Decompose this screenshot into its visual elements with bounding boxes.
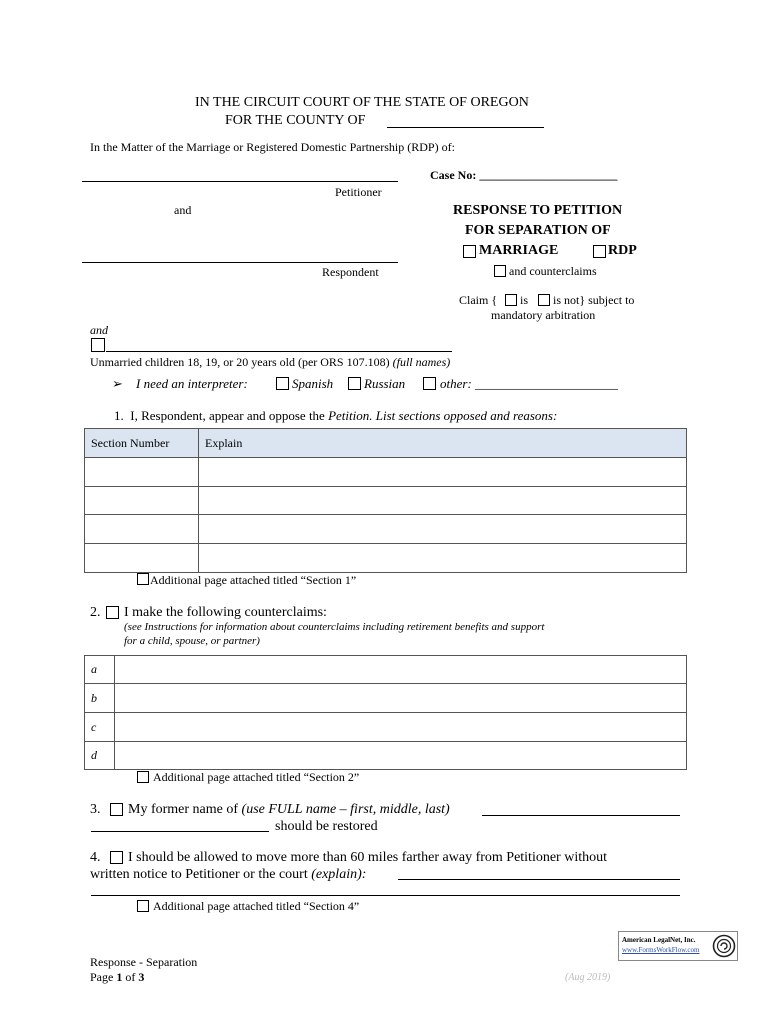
claim-is-not-label: is not} subject to — [553, 293, 635, 307]
counterclaim-cell[interactable] — [115, 713, 687, 742]
row-label: c — [85, 713, 115, 742]
document-title-line2: FOR SEPARATION OF — [465, 223, 611, 238]
petitioner-label: Petitioner — [335, 185, 382, 199]
section-number-cell[interactable] — [85, 544, 199, 573]
section-number-cell[interactable] — [85, 515, 199, 544]
section2-note-line2: for a child, spouse, or partner) — [124, 635, 260, 647]
section4-additional-label: Additional page attached titled “Section 4” — [153, 899, 360, 913]
row-label: a — [85, 656, 115, 684]
page-prefix: Page — [90, 970, 117, 984]
section2-number: 2. — [90, 605, 101, 620]
respondent-name-field[interactable] — [82, 262, 398, 263]
explain-cell[interactable] — [199, 487, 687, 515]
section1-additional-label: Additional page attached titled “Section 1” — [150, 573, 357, 587]
counterclaim-cell[interactable] — [115, 684, 687, 713]
respondent-label: Respondent — [322, 265, 379, 279]
explain-cell[interactable] — [199, 544, 687, 573]
table-row — [85, 487, 687, 515]
other-language-field[interactable]: other: ______________________ — [440, 376, 619, 391]
section1-table — [84, 428, 687, 573]
section1-heading — [114, 408, 557, 424]
table-row — [85, 684, 687, 713]
table-row — [85, 515, 687, 544]
counterclaim-cell[interactable] — [115, 742, 687, 770]
form-name: Response - Separation — [90, 955, 198, 969]
full-names-hint: (full names) — [392, 355, 451, 369]
court-title-line1: IN THE CIRCUIT COURT OF THE STATE OF OREGON — [195, 95, 529, 110]
section3-hint: (use FULL name – first, middle, last) — [241, 802, 450, 817]
section-number-cell[interactable] — [85, 458, 199, 487]
page-of: of — [122, 970, 139, 984]
section1-text: I, Respondent, appear and oppose the — [130, 408, 325, 423]
section3-number: 3. — [90, 802, 101, 817]
section4-number: 4. — [90, 850, 101, 865]
page-number: 1 — [116, 970, 123, 984]
claim-is-not-checkbox[interactable] — [538, 294, 550, 306]
section-number-header: Section Number — [85, 429, 199, 458]
counterclaims-checkbox[interactable] — [494, 265, 506, 277]
logo-company: American LegalNet, Inc. — [622, 936, 696, 944]
section2-additional-label: Additional page attached titled “Section 2” — [153, 770, 360, 784]
section-number-cell[interactable] — [85, 487, 199, 515]
counterclaims-section-checkbox[interactable] — [106, 606, 119, 619]
marriage-label: MARRIAGE — [479, 243, 559, 258]
section1-instruction: . List sections opposed and reasons: — [369, 408, 558, 423]
petitioner-name-field[interactable] — [82, 181, 398, 182]
restored-label: should be restored — [275, 819, 378, 834]
explain-hint: (explain): — [311, 867, 367, 882]
section1-number: 1. — [114, 408, 124, 423]
former-name-checkbox[interactable] — [110, 803, 123, 816]
marriage-checkbox[interactable] — [463, 245, 476, 258]
russian-label: Russian — [364, 376, 406, 391]
claim-is-label: is — [520, 293, 529, 307]
other-language-checkbox[interactable] — [423, 377, 436, 390]
court-title-line2: FOR THE COUNTY OF — [225, 113, 366, 128]
section2-text: I make the following counterclaims: — [124, 605, 327, 620]
section1-additional-checkbox[interactable] — [137, 573, 149, 585]
counterclaim-cell[interactable] — [115, 656, 687, 684]
interpreter-label: I need an interpreter: — [136, 376, 248, 391]
county-field[interactable] — [387, 127, 544, 128]
section3-label: My former name of — [128, 802, 239, 817]
section4-additional-checkbox[interactable] — [137, 900, 149, 912]
section2-additional-checkbox[interactable] — [137, 771, 149, 783]
table-row — [85, 656, 687, 684]
move-checkbox[interactable] — [110, 851, 123, 864]
spanish-checkbox[interactable] — [276, 377, 289, 390]
case-number-field[interactable]: Case No: _______________________ — [430, 168, 618, 182]
table-row — [85, 742, 687, 770]
matter-text: In the Matter of the Marriage or Registered Domestic Partnership (RDP) of: — [90, 140, 455, 154]
section4-text: I should be allowed to move more than 60 miles farther away from Petitioner without — [128, 850, 607, 865]
explain-header: Explain — [199, 429, 687, 458]
interpreter-bullet: ➢ — [112, 376, 123, 391]
and-label: and — [174, 203, 192, 217]
counterclaims-table — [84, 655, 687, 770]
spanish-label: Spanish — [292, 376, 334, 391]
children-and-label: and — [90, 323, 108, 337]
former-name-field[interactable] — [482, 815, 680, 816]
logo-seal-icon — [712, 934, 736, 958]
row-label: b — [85, 684, 115, 713]
table-row — [85, 458, 687, 487]
russian-checkbox[interactable] — [348, 377, 361, 390]
logo-url[interactable]: www.FormsWorkFlow.com — [622, 946, 700, 954]
children-checkbox[interactable] — [91, 338, 105, 352]
children-names-field[interactable] — [106, 351, 452, 352]
petition-label: Petition — [328, 408, 370, 423]
legalnet-logo — [618, 931, 738, 961]
unmarried-children-label: Unmarried children 18, 19, or 20 years old (per ORS 107.108) — [90, 355, 390, 369]
former-name-field-2[interactable] — [91, 831, 269, 832]
section4-label2: written notice to Petitioner or the court — [90, 867, 308, 882]
explain-cell[interactable] — [199, 515, 687, 544]
form-date: (Aug 2019) — [565, 972, 611, 983]
unmarried-children-text — [90, 355, 450, 370]
section4-text2 — [90, 867, 366, 883]
claim-label: Claim { — [459, 293, 498, 307]
row-label: d — [85, 742, 115, 770]
explain-field[interactable] — [398, 879, 680, 880]
section2-note-line1: (see Instructions for information about counterclaims including retirement benefits and support — [124, 621, 545, 633]
document-title-line1: RESPONSE TO PETITION — [453, 203, 623, 218]
page-total: 3 — [138, 970, 145, 984]
page-indicator — [90, 970, 144, 985]
explain-cell[interactable] — [199, 458, 687, 487]
rdp-label: RDP — [608, 243, 637, 258]
table-row — [85, 713, 687, 742]
arbitration-label: mandatory arbitration — [491, 308, 596, 322]
section3-text — [128, 802, 450, 818]
counterclaims-label: and counterclaims — [509, 264, 597, 278]
table-row — [85, 544, 687, 573]
explain-field-2[interactable] — [91, 895, 680, 896]
claim-is-checkbox[interactable] — [505, 294, 517, 306]
rdp-checkbox[interactable] — [593, 245, 606, 258]
